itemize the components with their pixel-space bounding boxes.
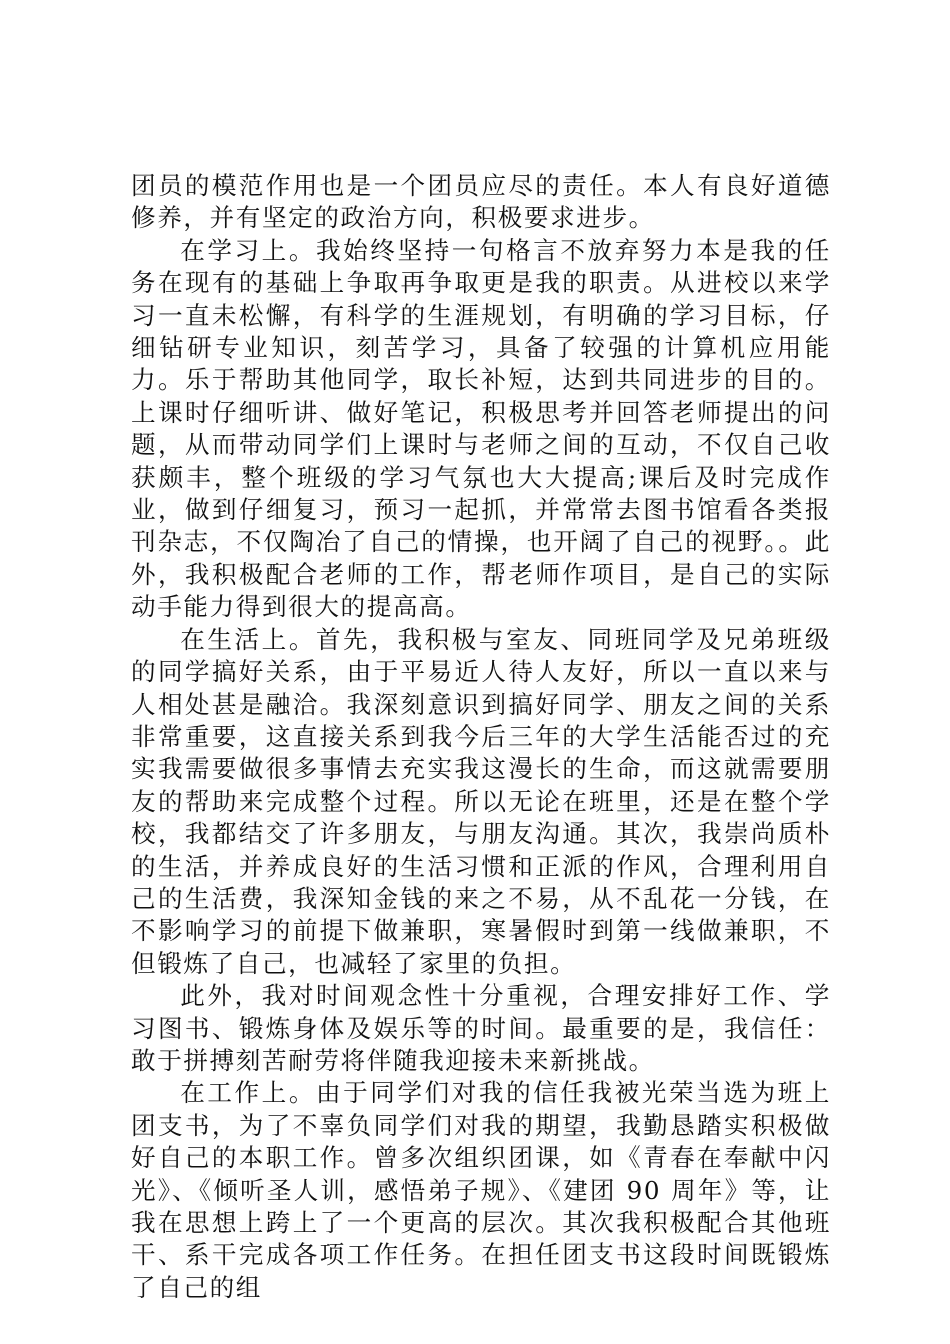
paragraph-2: 在学习上。我始终坚持一句格言不放弃努力本是我的任务在现有的基础上争取再争取更是我的职责。从进校以来学习一直未松懈，有科学的生涯规划，有明确的学习目标，仔细钻研专业知识，刻苦学习，具备了较强的计算机应用能力。乐于帮助其他同学，取长补短，达到共同进步的目的。上课时仔细听讲、做好笔记，积极思考并回答老师提出的问题，从而带动同学们上课时与老师之间的互动，不仅自己收获颇丰，整个班级的学习气氛也大大提高;课后及时完成作业，做到仔细复习，预习一起抓，并常常去图书馆看各类报刊杂志，不仅陶冶了自己的情操，也开阔了自己的视野。。此外，我积极配合老师的工作，帮老师作项目，是自己的实际动手能力得到很大的提高高。 (131, 235, 831, 622)
paragraph-4: 此外，我对时间观念性十分重视，合理安排好工作、学习图书、锻炼身体及娱乐等的时间。最重要的是，我信任：敢于拼搏刻苦耐劳将伴随我迎接未来新挑战。 (131, 981, 831, 1075)
paragraph-1: 团员的模范作用也是一个团员应尽的责任。本人有良好道德修养，并有坚定的政治方向，积极要求进步。 (131, 171, 831, 233)
document-body (131, 170, 831, 1304)
paragraph-3: 在生活上。首先，我积极与室友、同班同学及兄弟班级的同学搞好关系，由于平易近人待人友好，所以一直以来与人相处甚是融洽。我深刻意识到搞好同学、朋友之间的关系非常重要，这直接关系到我今后三年的大学生活能否过的充实我需要做很多事情去充实我这漫长的生命，而这就需要朋友的帮助来完成整个过程。所以无论在班里，还是在整个学校，我都结交了许多朋友，与朋友沟通。其次，我崇尚质朴的生活，并养成良好的生活习惯和正派的作风，合理利用自己的生活费，我深知金钱的来之不易，从不乱花一分钱，在不影响学习的前提下做兼职，寒暑假时到第一线做兼职，不但锻炼了自己，也减轻了家里的负担。 (131, 624, 831, 978)
paragraph-5: 在工作上。由于同学们对我的信任我被光荣当选为班上团支书，为了不辜负同学们对我的期望，我勤恳踏实积极做好自己的本职工作。曾多次组织团课，如《青春在奉献中闪光》、《倾听圣人训，感悟弟子规》、《建团 90 周年》等，让我在思想上跨上了一个更高的层次。其次我积极配合其他班干、系干完成各项工作任务。在担任团支书这段时间既锻炼了自己的组 (131, 1078, 831, 1302)
